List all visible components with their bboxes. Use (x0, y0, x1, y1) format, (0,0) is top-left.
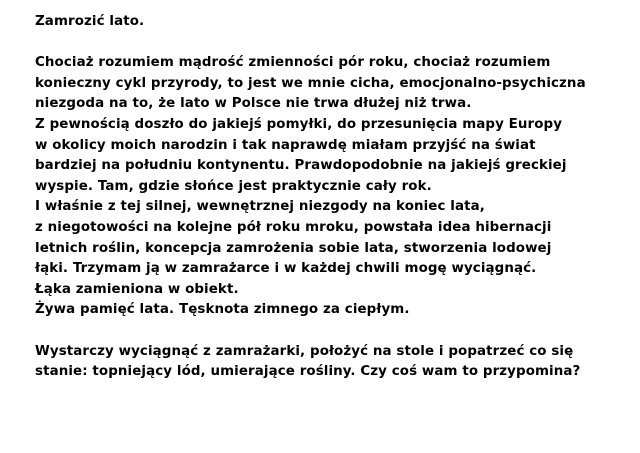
text-line: Żywa pamięć lata. Tęsknota zimnego za ciepłym. (35, 302, 410, 318)
text-line: stanie: topniejący lód, umierające rośliny. Czy coś wam to przypomina? (35, 364, 581, 380)
text-line: wyspie. Tam, gdzie słońce jest praktycznie cały rok. (35, 178, 432, 194)
paragraph-1 (35, 53, 635, 321)
document-body (35, 12, 635, 383)
text-line: Chociaż rozumiem mądrość zmienności pór roku, chociaż rozumiem (35, 55, 551, 71)
paragraph-spacer (35, 33, 635, 54)
text-line: I właśnie z tej silnej, wewnętrznej niezgody na koniec lata, (35, 199, 485, 215)
text-line: Wystarczy wyciągnąć z zamrażarki, położyć na stole i popatrzeć co się (35, 343, 574, 359)
text-line: z niegotowości na kolejne pół roku mroku, powstała idea hibernacji (35, 219, 552, 235)
text-line: łąki. Trzymam ją w zamrażarce i w każdej chwili mogę wyciągnąć. (35, 261, 537, 277)
text-line: Łąka zamieniona w obiekt. (35, 281, 239, 297)
paragraph-spacer (35, 321, 635, 342)
paragraph-2 (35, 342, 635, 383)
text-line: niezgoda na to, że lato w Polsce nie trwa dłużej niż trwa. (35, 96, 472, 112)
text-line: w okolicy moich narodzin i tak naprawdę miałam przyjść na świat (35, 137, 536, 153)
text-line: letnich roślin, koncepcja zamrożenia sobie lata, stworzenia lodowej (35, 240, 552, 256)
document-title: Zamrozić lato. (35, 14, 145, 29)
text-line: Z pewnością doszło do jakiejś pomyłki, do przesunięcia mapy Europy (35, 116, 563, 132)
text-line: bardziej na południu kontynentu. Prawdopodobnie na jakiejś greckiej (35, 158, 567, 174)
text-line: konieczny cykl przyrody, to jest we mnie cicha, emocjonalno-psychiczna (35, 75, 586, 91)
